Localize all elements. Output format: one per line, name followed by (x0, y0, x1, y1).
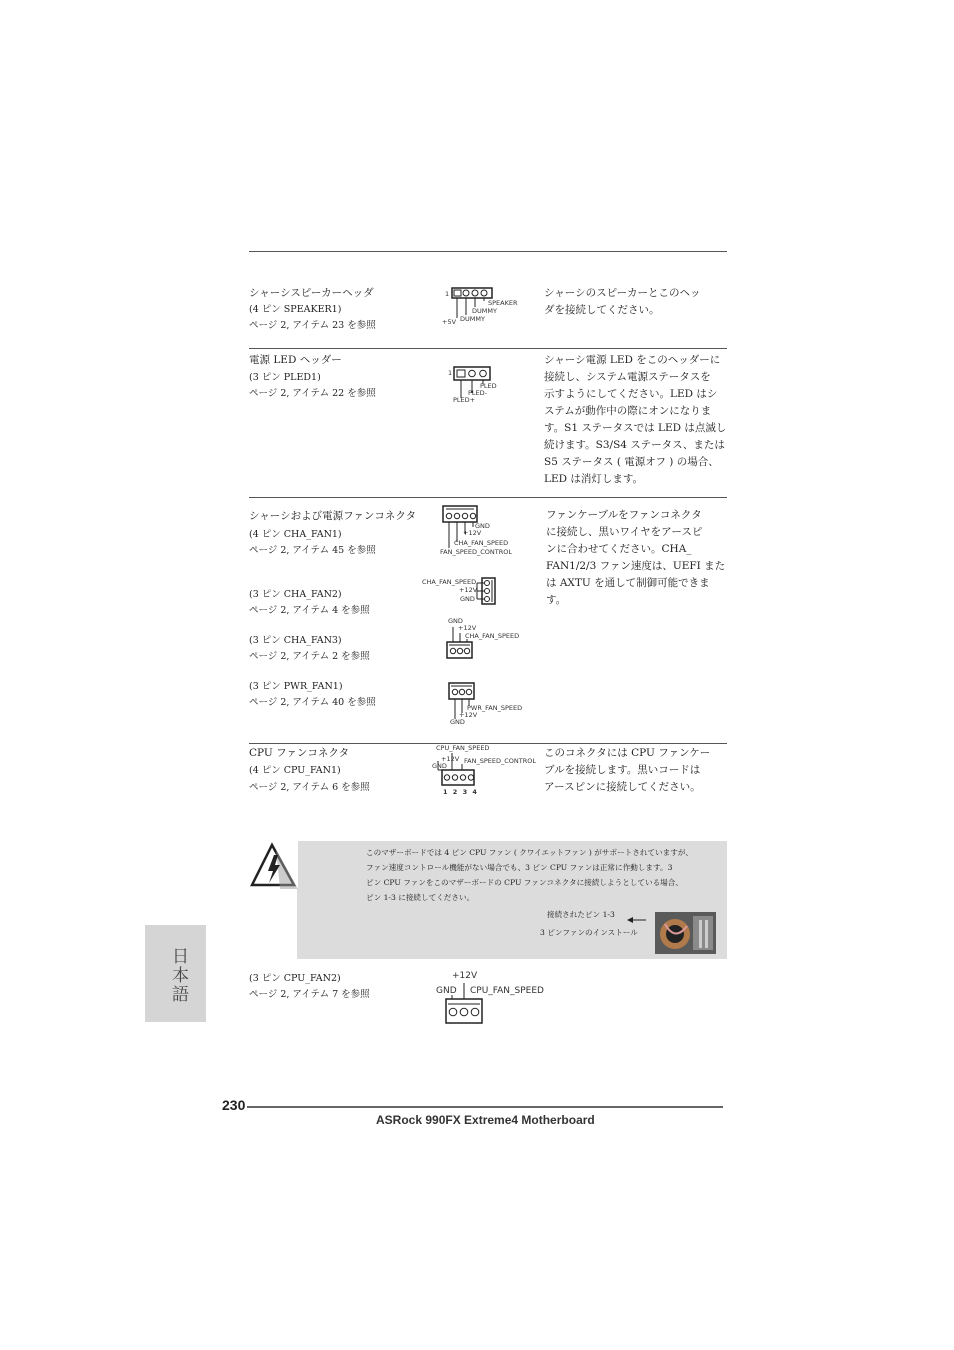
fan-speed-control-label: FAN_SPEED_CONTROL (440, 548, 512, 556)
fan-install-photo (655, 912, 716, 954)
speaker-header-diagram (440, 285, 530, 327)
pled-header-diagram (446, 364, 506, 406)
desc-line: LED は消灯します。 (544, 473, 644, 485)
pled-title: 電源 LED ヘッダー (249, 354, 342, 366)
desc-line: に接続し、黒いワイヤをアースピ (546, 526, 703, 538)
desc-line: す。S1 ステータスでは LED は点滅し (544, 422, 727, 434)
page-number: 230 (222, 1097, 246, 1113)
cpufan2-pins: (3 ピン CPU_FAN2) (249, 973, 341, 984)
gnd-label: GND (450, 718, 465, 726)
desc-line: ダを接続してください。 (544, 304, 660, 316)
chafan3-ref: ページ 2, アイテム 2 を参照 (249, 651, 370, 662)
desc-line: 続けます。S3/S4 ステータス、または (544, 439, 725, 451)
desc-line: ステムが動作中の際にオンになりま (544, 405, 712, 417)
desc-line: ブルを接続します。黒いコードは (544, 764, 701, 776)
chafan3-pins: (3 ピン CHA_FAN3) (249, 635, 342, 646)
cha-fan-speed-label: CHA_FAN_SPEED (422, 578, 477, 586)
v12-label: +12V (459, 711, 478, 719)
speaker-pins: (4 ピン SPEAKER1) (249, 304, 342, 315)
cpu-fan-speed-label: CPU_FAN_SPEED (436, 744, 490, 752)
footer-rule (247, 1106, 723, 1108)
pled-description (544, 352, 726, 488)
speaker-title: シャーシスピーカーヘッダ (249, 287, 374, 299)
dummy-pin-label-2: DUMMY (460, 315, 485, 323)
connected-pins-label: 接続されたピン 1-3 (547, 910, 615, 919)
speaker-ref: ページ 2, アイテム 23 を参照 (249, 320, 376, 331)
gnd-label: GND (475, 522, 490, 530)
v12-label: +12V (463, 529, 482, 537)
v12-label: +12V (458, 624, 477, 632)
chafan3-diagram (444, 617, 534, 661)
pwrfan-pins: (3 ピン PWR_FAN1) (249, 681, 343, 692)
desc-line: アースピンに接続してください。 (544, 781, 701, 793)
warning-line: このマザーボードでは 4 ピン CPU ファン ( クワイエットファン ) がサポートされていますが、 (366, 848, 694, 857)
desc-line: このコネクタには CPU ファンケー (544, 747, 711, 759)
pwrfan-diagram (446, 681, 536, 729)
v5-pin-label: +5V (442, 318, 457, 326)
language-tab-label: 日本語 (168, 947, 188, 1004)
cpufan-diagram (430, 743, 540, 798)
speaker-description (544, 285, 700, 319)
footer-title: ASRock 990FX Extreme4 Motherboard (376, 1113, 595, 1127)
pled-pins: (3 ピン PLED1) (249, 372, 321, 383)
chafan1-ref: ページ 2, アイテム 45 を参照 (249, 545, 376, 556)
v12-label: +12V (459, 586, 478, 594)
cpufan2-diagram (434, 969, 564, 1029)
v12-label: +12V (452, 971, 478, 981)
pin-numbers-label: 1 2 3 4 (443, 788, 479, 796)
desc-line: S5 ステータス ( 電源オフ ) の場合、 (544, 456, 719, 468)
gnd-label: GND (448, 617, 463, 625)
cpufan2-ref: ページ 2, アイテム 7 を参照 (249, 989, 370, 1000)
desc-line: シャーシのスピーカーとこのヘッ (544, 287, 701, 299)
pled-minus-label: PLED- (468, 389, 487, 397)
desc-line: 接続し、システム電源ステータスを (544, 371, 711, 383)
warning-line: ピン 1-3 に接続してください。 (366, 893, 475, 902)
fan-install-label: 3 ピンファンのインストール (540, 928, 638, 937)
warning-line: ピン CPU ファンをこのマザーボードの CPU ファンコネクタに接続しようとしている場合、 (366, 878, 683, 887)
desc-line: 示すようにしてください。LED はシ (544, 388, 718, 400)
language-tab (145, 925, 206, 1022)
desc-line: す。 (546, 594, 567, 606)
chafan1-diagram (438, 504, 528, 558)
cha-fan-speed-label: CHA_FAN_SPEED (454, 539, 509, 547)
speaker-pin-label: SPEAKER (488, 299, 518, 307)
desc-line: ンに合わせてください。CHA_ (546, 543, 692, 555)
gnd-label: GND (436, 986, 457, 996)
chafan2-pins: (3 ピン CHA_FAN2) (249, 589, 342, 600)
dummy-pin-label-1: DUMMY (472, 307, 497, 315)
pled-plus-label: PLED+ (453, 396, 476, 404)
arrow-icon (627, 910, 647, 920)
pled-pin-label: PLED (480, 382, 497, 390)
chafan2-diagram (422, 576, 502, 606)
cha-fan-speed-label: CHA_FAN_SPEED (465, 632, 520, 640)
pled-ref: ページ 2, アイテム 22 を参照 (249, 388, 376, 399)
chafan-title: シャーシおよび電源ファンコネクタ (249, 510, 417, 522)
gnd-label: GND (432, 762, 447, 770)
cpufan-pins: (4 ピン CPU_FAN1) (249, 765, 341, 776)
v12-label: +12V (441, 755, 460, 763)
desc-line: ファンケーブルをファンコネクタ (546, 509, 702, 521)
chafan-description (546, 507, 725, 609)
warning-icon (250, 841, 298, 889)
fan-speed-control-label: FAN_SPEED_CONTROL (464, 757, 536, 765)
section-divider (249, 348, 727, 349)
pwrfan-ref: ページ 2, アイテム 40 を参照 (249, 697, 376, 708)
chafan1-pins: (4 ピン CHA_FAN1) (249, 529, 342, 540)
desc-line: シャーシ電源 LED をこのヘッダーに (544, 354, 721, 366)
chafan2-ref: ページ 2, アイテム 4 を参照 (249, 605, 370, 616)
warning-line: ファン速度コントロール機能がない場合でも、3 ピン CPU ファンは正常に作動します。3 (366, 863, 673, 872)
pin-1-label: 1 (445, 290, 450, 298)
top-rule (249, 251, 727, 252)
pin-1-label: 1 (448, 369, 453, 377)
gnd-label: GND (460, 595, 475, 603)
cpufan-ref: ページ 2, アイテム 6 を参照 (249, 782, 370, 793)
cpu-fan-speed-label: CPU_FAN_SPEED (470, 986, 544, 996)
desc-line: FAN1/2/3 ファン速度は、UEFI また (546, 560, 726, 572)
section-divider (249, 497, 727, 498)
cpufan-title: CPU ファンコネクタ (249, 747, 350, 759)
cpufan-description (544, 745, 710, 796)
pwr-fan-speed-label: PWR_FAN_SPEED (467, 704, 523, 712)
desc-line: は AXTU を通して制御可能できま (546, 577, 710, 589)
